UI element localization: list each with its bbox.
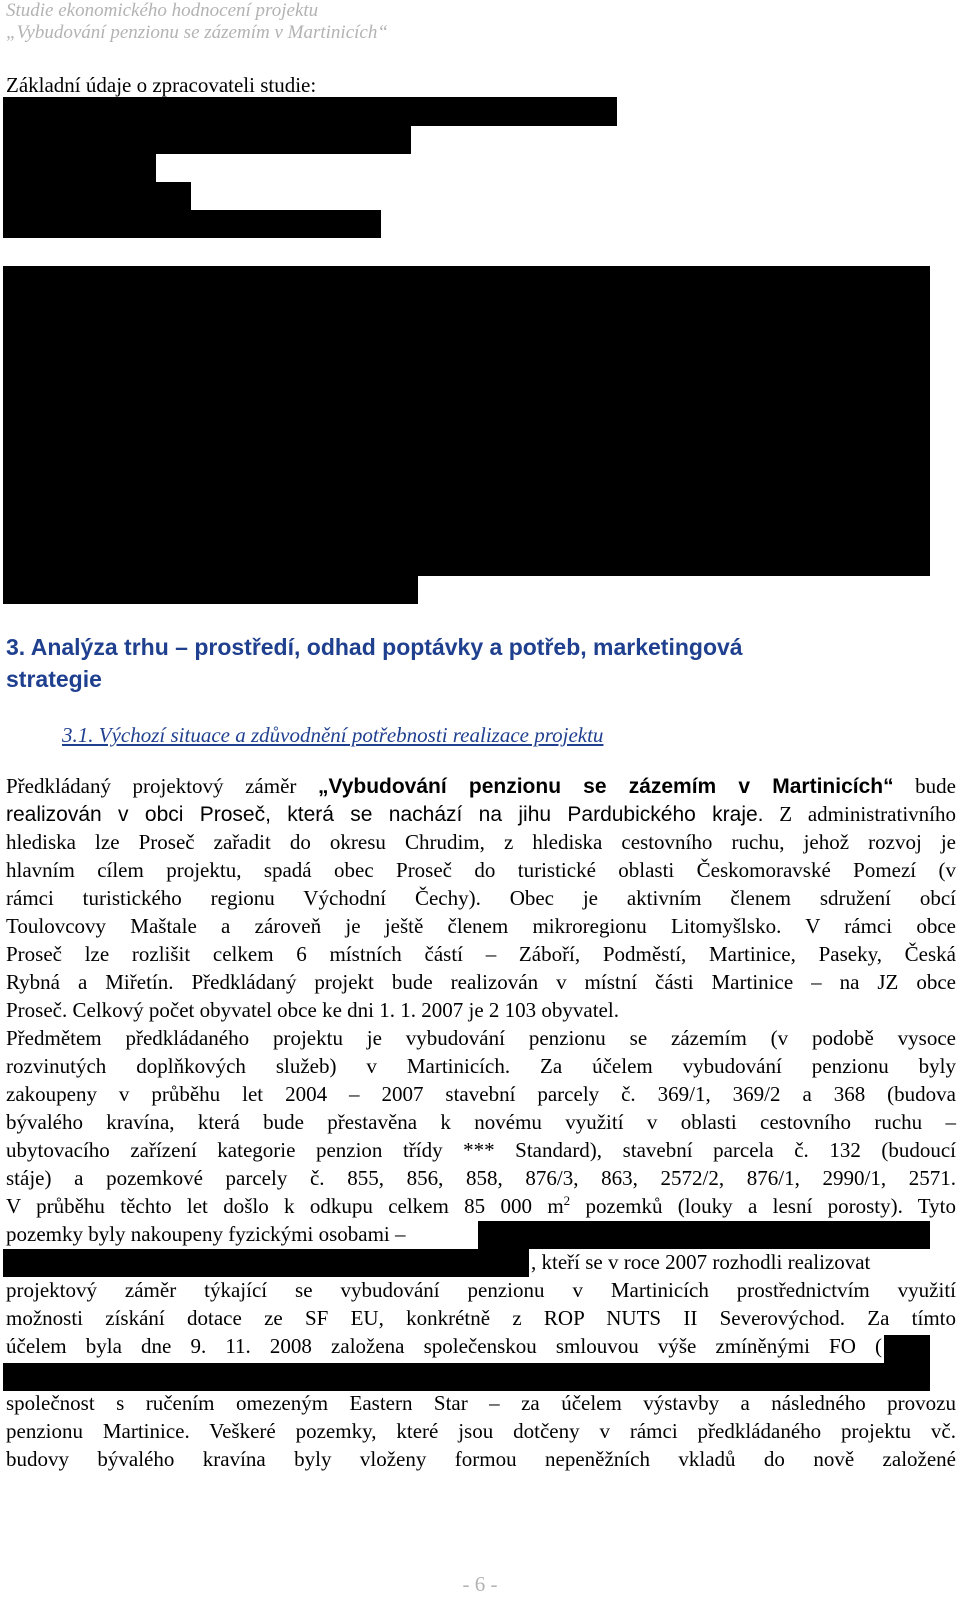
paragraph2-line10: projektový záměr týkající se vybudování penzionu v Martinicích prostřednictvím využití — [6, 1278, 956, 1302]
subsection-heading: 3.1. Výchozí situace a zdůvodnění potřebnosti realizace projektu — [62, 723, 604, 747]
paragraph2-line9: , kteří se v roce 2007 rozhodli realizovat — [531, 1250, 871, 1274]
running-header-line1: Studie ekonomického hodnocení projektu — [6, 0, 319, 21]
paragraph2-line12: účelem byla dne 9. 11. 2008 založena společenskou smlouvou výše zmíněnými FO ( — [6, 1334, 882, 1358]
paragraph1-line3: hlediska lze Proseč zařadit do okresu Chrudim, z hlediska cestovního ruchu, jehož rozvoj je — [6, 830, 956, 854]
running-header-line2: „Vybudování penzionu se zázemím v Martinicích“ — [6, 22, 388, 43]
redaction-block — [3, 154, 156, 182]
paragraph2-line4: bývalého kravína, která bude přestavěna k novému využití v oblasti cestovního ruchu – — [6, 1110, 956, 1134]
paragraph1-line1: Předkládaný projektový záměr „Vybudování penzionu se zázemím v Martinicích“ bude — [6, 774, 956, 798]
processor-info-label: Základní údaje o zpracovateli studie: — [6, 73, 317, 97]
paragraph2-line1: Předmětem předkládaného projektu je vybudování penzionu se zázemím (v podobě vysoce — [6, 1026, 956, 1050]
redaction-block — [3, 210, 381, 238]
section-heading: 3. Analýza trhu – prostředí, odhad poptávky a potřeb, marketingová — [6, 634, 743, 660]
redaction-block — [478, 1221, 930, 1249]
paragraph2-line8: pozemky byly nakoupeny fyzickými osobami – — [6, 1222, 406, 1246]
paragraph2-line13: společnost s ručením omezeným Eastern Star – za účelem výstavby a následného provozu — [6, 1391, 956, 1415]
paragraph1-line7: Proseč lze rozlišit celkem 6 místních částí – Záboří, Podměstí, Martinice, Paseky, Česká — [6, 942, 956, 966]
redaction-block — [3, 266, 930, 576]
paragraph1-line8: Rybná a Miřetín. Předkládaný projekt bude realizován v místní části Martinice – na JZ obce — [6, 970, 956, 994]
section-heading-cont: strategie — [6, 666, 102, 692]
page-number: - 6 - — [462, 1572, 498, 1596]
redaction-block — [3, 126, 411, 154]
paragraph2-line7: V průběhu těchto let došlo k odkupu celkem 85 000 $m^2$ pozemků (louky a lesní porosty). Tyto — [6, 1193, 956, 1218]
paragraph1-line4: hlavním cílem projektu, spadá obec Proseč do turistické oblasti Českomoravské Pomezí (v — [6, 858, 956, 882]
paragraph2-line15: budovy bývalého kravína byly vloženy formou nepeněžních vkladů do nově založené — [6, 1447, 956, 1471]
redaction-block — [3, 1249, 529, 1277]
paragraph2-line6: stáje) a pozemkové parcely č. 855, 856, 858, 876/3, 863, 2572/2, 876/1, 2990/1, 2571. — [6, 1166, 956, 1190]
redaction-block — [3, 1363, 930, 1391]
paragraph1-line6: Toulovcovy Maštale a zároveň je ještě členem mikroregionu Litomyšlsko. V rámci obce — [6, 914, 956, 938]
paragraph2-line14: penzionu Martinice. Veškeré pozemky, které jsou dotčeny v rámci předkládaného projektu vč. — [6, 1419, 956, 1443]
paragraph1-line5: rámci turistického regionu Východní Čechy). Obec je aktivním členem sdružení obcí — [6, 886, 956, 910]
paragraph2-line5: ubytovacího zařízení kategorie penzion třídy *** Standard), stavební parcela č. 132 (budoucí — [6, 1138, 956, 1162]
paragraph1-line9: Proseč. Celkový počet obyvatel obce ke dni 1. 1. 2007 je 2 103 obyvatel. — [6, 998, 619, 1022]
paragraph2-line3: zakoupeny v průběhu let 2004 – 2007 stavební parcely č. 369/1, 369/2 a 368 (budova — [6, 1082, 956, 1106]
redaction-block — [3, 576, 418, 604]
paragraph2-line11: možnosti získání dotace ze SF EU, konkrétně z ROP NUTS II Severovýchod. Za tímto — [6, 1306, 956, 1330]
paragraph2-line2: rozvinutých doplňkových služeb) v Martinicích. Za účelem vybudování penzionu byly — [6, 1054, 956, 1078]
redaction-block — [884, 1335, 930, 1363]
redaction-block — [3, 97, 617, 126]
redaction-block — [3, 182, 191, 210]
paragraph1-line2: realizován v obci Proseč, která se nachází na jihu Pardubického kraje. Z administrativního — [6, 802, 956, 826]
